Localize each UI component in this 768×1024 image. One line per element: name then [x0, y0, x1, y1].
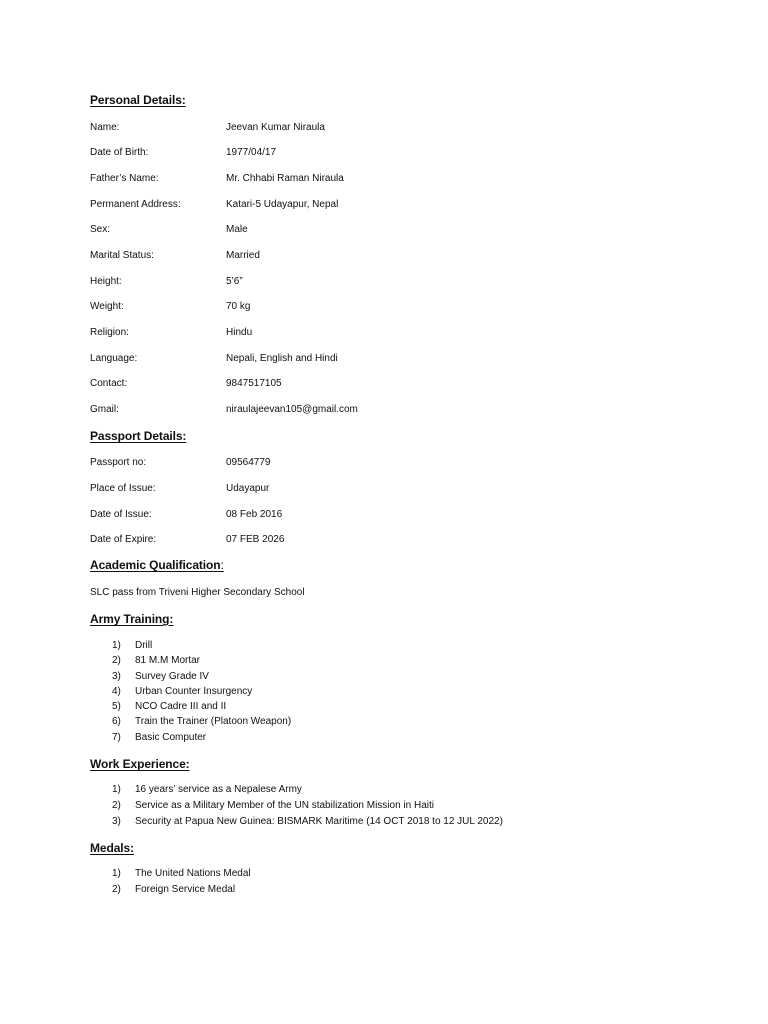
detail-value: 09564779	[226, 457, 271, 468]
list-text: NCO Cadre III and II	[135, 701, 227, 712]
detail-label: Name:	[90, 122, 120, 133]
detail-label: Height:	[90, 276, 122, 287]
academic-heading-colon: :	[220, 558, 224, 572]
medals-heading: Medals:	[90, 841, 134, 855]
detail-label: Language:	[90, 353, 138, 364]
detail-value: Male	[226, 224, 248, 235]
personal-details-heading: Personal Details:	[90, 93, 186, 107]
list-number: 1)	[112, 784, 121, 795]
detail-value: Married	[226, 250, 260, 261]
list-number: 1)	[112, 868, 121, 879]
detail-label: Date of Birth:	[90, 147, 149, 158]
detail-label: Passport no:	[90, 457, 147, 468]
list-text: Drill	[135, 640, 153, 651]
army-training-heading: Army Training:	[90, 612, 174, 626]
detail-value: 07 FEB 2026	[226, 534, 285, 545]
detail-label: Date of Expire:	[90, 534, 157, 545]
detail-value: Mr. Chhabi Raman Niraula	[226, 173, 344, 184]
list-number: 3)	[112, 816, 121, 827]
list-number: 6)	[112, 716, 121, 727]
list-number: 2)	[112, 655, 121, 666]
detail-value: 1977/04/17	[226, 147, 277, 158]
detail-label: Date of Issue:	[90, 509, 152, 520]
list-number: 4)	[112, 686, 121, 697]
detail-label: Father’s Name:	[90, 173, 159, 184]
list-text: Train the Trainer (Platoon Weapon)	[135, 716, 292, 727]
detail-label: Weight:	[90, 301, 124, 312]
detail-value: Nepali, English and Hindi	[226, 353, 338, 364]
list-number: 7)	[112, 732, 121, 743]
detail-value: Udayapur	[226, 483, 270, 494]
detail-value: 08 Feb 2016	[226, 509, 283, 520]
detail-label: Marital Status:	[90, 250, 154, 261]
academic-qualification-text: SLC pass from Triveni Higher Secondary School	[90, 587, 305, 598]
detail-value: Hindu	[226, 327, 253, 338]
list-number: 1)	[112, 640, 121, 651]
list-text: Urban Counter Insurgency	[135, 686, 253, 697]
list-text: 81 M.M Mortar	[135, 655, 201, 666]
detail-value: Jeevan Kumar Niraula	[226, 122, 325, 133]
detail-label: Sex:	[90, 224, 111, 235]
list-text: Service as a Military Member of the UN stabilization Mission in Haiti	[135, 800, 434, 811]
work-experience-heading: Work Experience:	[90, 757, 190, 771]
list-number: 2)	[112, 800, 121, 811]
list-text: Foreign Service Medal	[135, 884, 236, 895]
list-text: The United Nations Medal	[135, 868, 251, 879]
list-text: Basic Computer	[135, 732, 207, 743]
list-number: 3)	[112, 671, 121, 682]
list-number: 5)	[112, 701, 121, 712]
academic-qualification-heading	[90, 558, 224, 572]
list-text: Survey Grade IV	[135, 671, 209, 682]
academic-heading-text: Academic Qualification	[90, 558, 221, 572]
detail-label: Permanent Address:	[90, 199, 181, 210]
detail-value: 9847517105	[226, 378, 282, 389]
detail-value: 70 kg	[226, 301, 251, 312]
list-text: Security at Papua New Guinea: BISMARK Maritime (14 OCT 2018 to 12 JUL 2022)	[135, 816, 503, 827]
detail-value: niraulajeevan105@gmail.com	[226, 404, 358, 415]
list-text: 16 years’ service as a Nepalese Army	[135, 784, 302, 795]
list-number: 2)	[112, 884, 121, 895]
detail-value: Katari-5 Udayapur, Nepal	[226, 199, 339, 210]
detail-label: Place of Issue:	[90, 483, 156, 494]
detail-value: 5’6”	[226, 276, 243, 287]
detail-label: Religion:	[90, 327, 129, 338]
detail-label: Gmail:	[90, 404, 119, 415]
passport-details-heading: Passport Details:	[90, 429, 187, 443]
detail-label: Contact:	[90, 378, 128, 389]
